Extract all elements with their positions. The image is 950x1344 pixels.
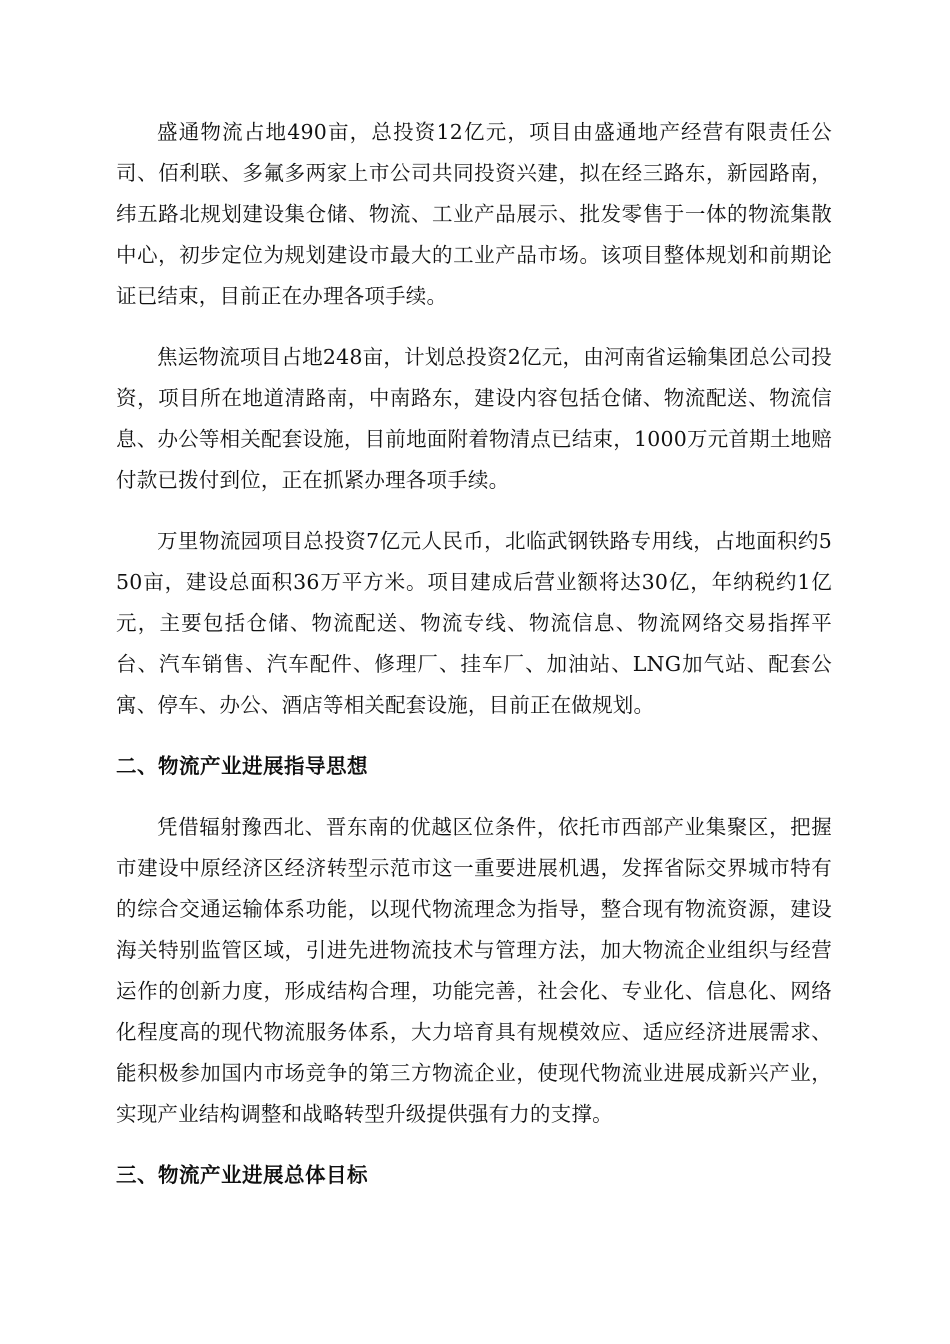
section-heading-guiding-ideology: 二、物流产业进展指导思想 bbox=[116, 754, 368, 778]
paragraph-spacer bbox=[116, 726, 832, 746]
paragraph-guiding-ideology: 凭借辐射豫西北、晋东南的优越区位条件，依托市西部产业集聚区，把握市建设中原经济区经济转型示范市这一重要进展机遇，发挥省际交界城市特有的综合交通运输体系功能，以现代物流理念为指导，整合现有物流资源，建设海关特别监管区域，引进先进物流技术与管理方法，加大物流企业组织与经营运作的创新力度，形成结构合理，功能完善，社会化、专业化、信息化、网络化程度高的现代物流服务体系，大力培育具有规模效应、适应经济进展需求、能积极参加国内市场竞争的第三方物流企业，使现代物流业进展成新兴产业，实现产业结构调整和战略转型升级提供强有力的支撑。 bbox=[116, 815, 832, 1126]
paragraph-spacer bbox=[116, 787, 832, 807]
section-heading-overall-goals: 三、物流产业进展总体目标 bbox=[116, 1163, 368, 1187]
document-body bbox=[116, 112, 832, 1196]
paragraph-spacer bbox=[116, 1135, 832, 1155]
paragraph-spacer bbox=[116, 501, 832, 521]
paragraph-wanli-logistics-park: 万里物流园项目总投资7亿元人民币，北临武钢铁路专用线，占地面积约550亩，建设总面积36万平方米。项目建成后营业额将达30亿，年纳税约1亿元，主要包括仓储、物流配送、物流专线、物流信息、物流网络交易指挥平台、汽车销售、汽车配件、修理厂、挂车厂、加油站、LNG加气站、配套公寓、停车、办公、酒店等相关配套设施，目前正在做规划。 bbox=[116, 529, 832, 717]
paragraph-shengtong-logistics: 盛通物流占地490亩，总投资12亿元，项目由盛通地产经营有限责任公司、佰利联、多氟多两家上市公司共同投资兴建，拟在经三路东，新园路南，纬五路北规划建设集仓储、物流、工业产品展示、批发零售于一体的物流集散中心，初步定位为规划建设市最大的工业产品市场。该项目整体规划和前期论证已结束，目前正在办理各项手续。 bbox=[116, 120, 832, 308]
paragraph-jiaoyun-logistics: 焦运物流项目占地248亩，计划总投资2亿元，由河南省运输集团总公司投资，项目所在地道清路南，中南路东，建设内容包括仓储、物流配送、物流信息、办公等相关配套设施，目前地面附着物清点已结束，1000万元首期土地赔付款已拨付到位，正在抓紧办理各项手续。 bbox=[116, 345, 832, 492]
paragraph-spacer bbox=[116, 317, 832, 337]
